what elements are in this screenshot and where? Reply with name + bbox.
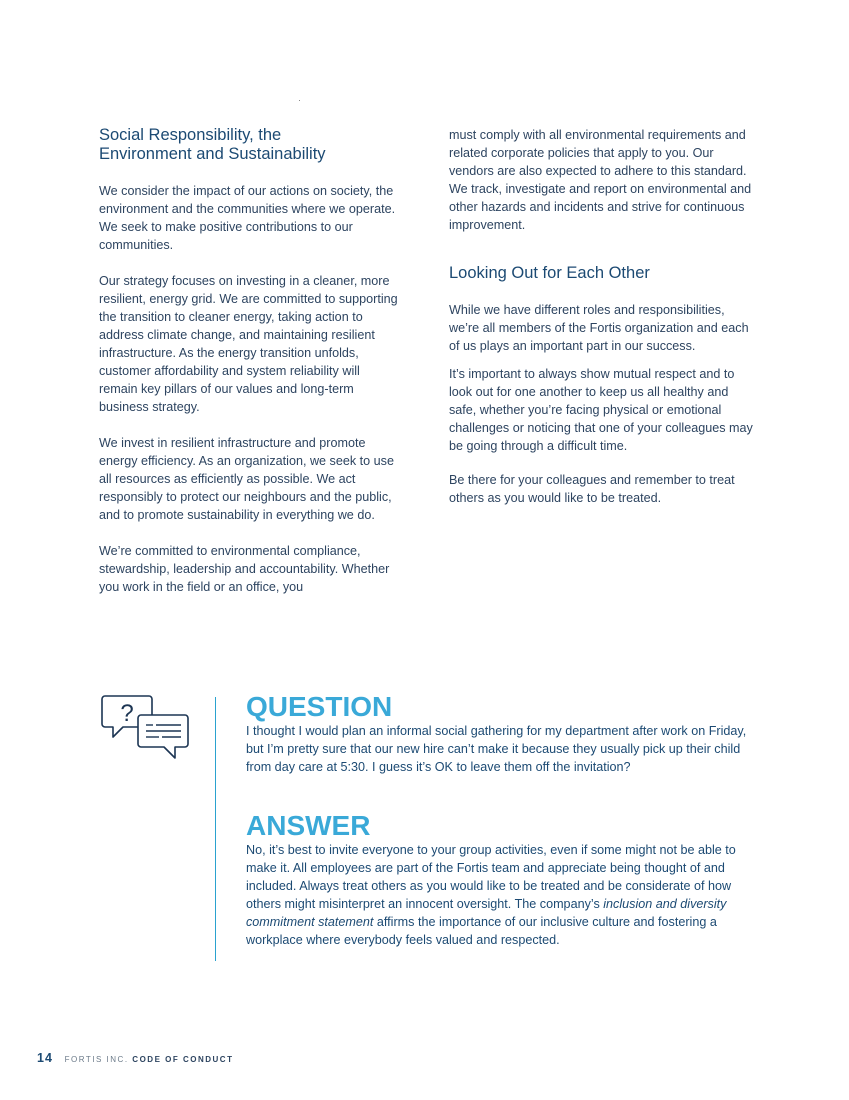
page-footer [37, 1051, 233, 1065]
question-block [246, 692, 751, 776]
left-column [99, 126, 399, 614]
paragraph-infrastructure: We invest in resilient infrastructure and promote energy efficiency. As an organization, we seek to use all resources as efficiently as possible. We act responsibly to protect our neighbours and the public, and to promote sustainability in everything we do. [99, 436, 394, 522]
paragraph-impact: We consider the impact of our actions on society, the environment and the communities where we operate. We seek to make positive contributions to our communities. [99, 184, 396, 252]
footer-company: FORTIS INC. [64, 1055, 129, 1064]
question-title: QUESTION [246, 691, 393, 722]
paragraph-compliance: We’re committed to environmental compliance, stewardship, leadership and accountability. Whether you work in the field or an office, you [99, 544, 390, 594]
answer-text-end: affirms the importance of our inclusive culture and fostering a workplace where everybody feels valued and respected. [246, 915, 717, 947]
answer-text-start: No, it’s best to invite everyone to your group activities, even if some might not be able to make it. All employees are part of the Fortis team and appreciate being thought of and included. Always treat others as you would like to be treated and be considerate of how others might misinterpret an innocent oversight. The company’s [246, 843, 736, 911]
inclusion-statement-reference: inclusion and diversity commitment statement [246, 897, 727, 929]
section-heading-social-responsibility [99, 126, 399, 164]
footer-doc-title: CODE OF CONDUCT [132, 1055, 234, 1064]
paragraph-be-there: Be there for your colleagues and remember to treat others as you would like to be treated. [449, 473, 735, 505]
heading-line-2: Environment and Sustainability [99, 145, 326, 163]
answer-title: ANSWER [246, 810, 371, 841]
answer-block [246, 811, 751, 949]
paragraph-strategy: Our strategy focuses on investing in a cleaner, more resilient, energy grid. We are committed to supporting the transition to cleaner energy, taking action to address climate change, and maintaining resilient infrastructure. As the energy transition unfolds, customer affordability and system reliability will remain key pillars of our values and long-term business strategy. [99, 274, 398, 414]
paragraph-mutual-respect: It’s important to always show mutual respect and to look out for one another to keep us all healthy and safe, whether you’re facing physical or emotional challenges or noticing that one of your colleagues may be going through a difficult time. [449, 367, 753, 453]
paragraph-continuation: must comply with all environmental requirements and related corporate policies that apply to you. Our vendors are also expected to adhere to this standard. We track, investigate and report on environmental and other hazards and incidents and strive for continuous improvement. [449, 128, 752, 232]
section-heading-looking-out: Looking Out for Each Other [449, 264, 650, 282]
right-column [449, 126, 754, 517]
qa-divider [215, 697, 216, 961]
question-mark-glyph: ? [120, 700, 134, 727]
heading-line-1: Social Responsibility, the [99, 126, 282, 144]
chat-question-icon [99, 694, 191, 760]
paragraph-roles: While we have different roles and responsibilities, we’re all members of the Fortis organization and each of us plays an important part in our success. [449, 303, 749, 353]
question-text: I thought I would plan an informal social gathering for my department after work on Friday, but I’m pretty sure that our new hire can’t make it because they usually pick up their child from day care at 5:30. I guess it’s OK to leave them off the invitation? [246, 724, 747, 774]
page-number: 14 [37, 1051, 53, 1065]
stray-dot [299, 100, 300, 101]
answer-text [246, 841, 751, 949]
